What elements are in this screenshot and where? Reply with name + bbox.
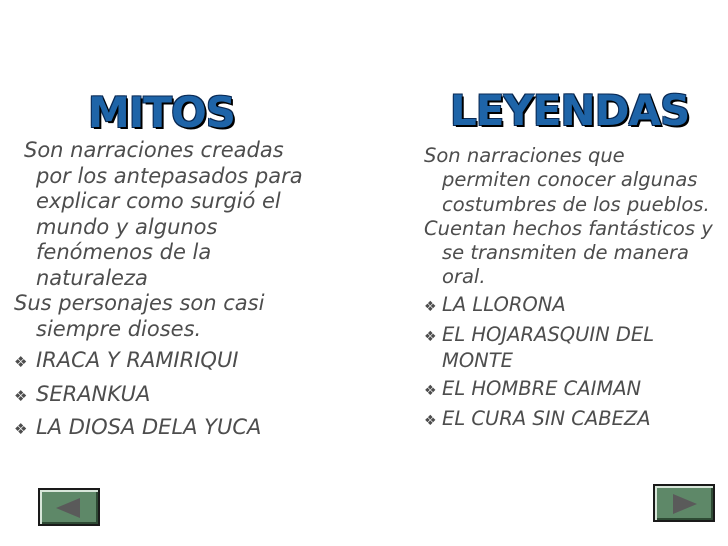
previous-slide-button[interactable] [38,488,100,526]
diamond-bullet-icon: ❖ [424,383,437,400]
diamond-bullet-icon: ❖ [424,299,437,316]
leyendas-example-item: ❖ EL CURA SIN CABEZA [424,407,714,433]
left-arrow-icon [56,498,80,518]
diamond-bullet-icon: ❖ [424,412,437,429]
mitos-example-item: ❖ IRACA Y RAMIRIQUI [14,348,314,376]
leyendas-description: Cuentan hechos fantásticos y se transmiten de manera oral. [424,216,713,289]
right-arrow-icon [673,494,697,514]
leyendas-example-item: ❖ EL HOJARASQUIN DEL MONTE [424,323,655,373]
mitos-characters: Sus personajes son casi siempre dioses. [14,291,265,341]
diamond-bullet-icon: ❖ [14,386,28,405]
leyendas-title: LEYENDAS [450,86,690,135]
leyendas-example-item: ❖ EL HOMBRE CAIMAN [424,377,714,403]
leyendas-definition: Son narraciones que permiten conocer algunas costumbres de los pueblos. [424,144,710,216]
next-slide-button[interactable] [653,484,715,522]
diamond-bullet-icon: ❖ [14,420,28,438]
mitos-definition: Son narraciones creadas por los antepasados para explicar como surgió el mundo y algunos fenómenos de la naturaleza [24,138,303,290]
leyendas-column [424,144,714,433]
mitos-title: MITOS [88,88,236,137]
mitos-column [14,138,314,443]
mitos-example-item: ❖ LA DIOSA DELA YUCA [14,415,314,443]
leyendas-example-item: ❖ LA LLORONA [424,293,714,319]
mitos-example-item: ❖ SERANKUA [14,382,314,410]
diamond-bullet-icon: ❖ [14,353,28,371]
diamond-bullet-icon: ❖ [424,329,437,346]
